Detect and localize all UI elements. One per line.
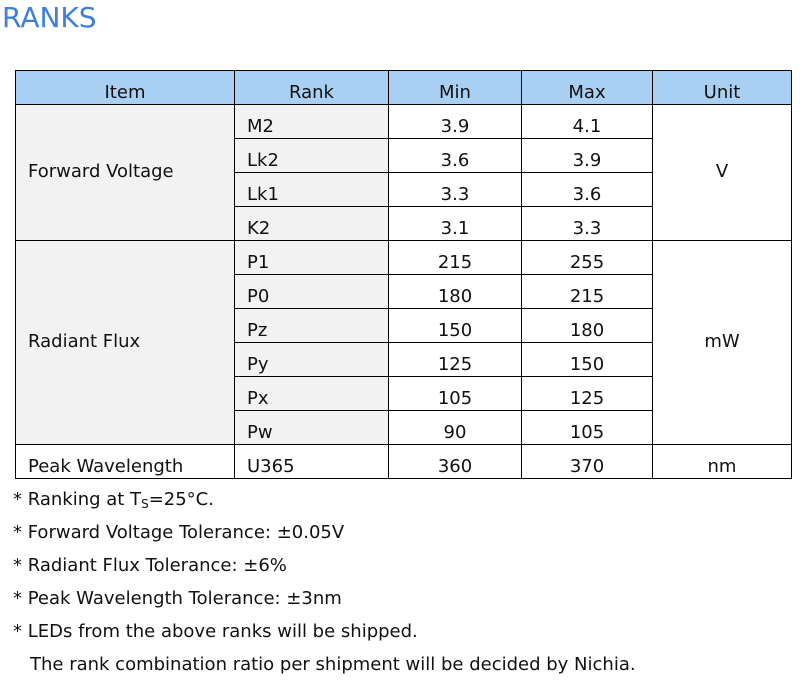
header-max: Max <box>522 71 653 105</box>
table-header-row <box>16 71 792 105</box>
item-peak-wavelength: Peak Wavelength <box>16 445 235 479</box>
min-cell: 360 <box>389 445 522 479</box>
item-forward-voltage: Forward Voltage <box>16 105 235 241</box>
max-cell: 255 <box>522 241 653 275</box>
max-cell: 125 <box>522 377 653 411</box>
note-ranking <box>13 483 636 516</box>
min-cell: 90 <box>389 411 522 445</box>
unit-radiant-flux: mW <box>653 241 792 445</box>
item-radiant-flux: Radiant Flux <box>16 241 235 445</box>
note-shipped: * LEDs from the above ranks will be shipped. <box>13 621 418 642</box>
min-cell: 3.1 <box>389 207 522 241</box>
rank-cell: K2 <box>235 207 389 241</box>
note-forward-voltage-tolerance: * Forward Voltage Tolerance: ±0.05V <box>13 522 345 543</box>
rank-cell: Lk1 <box>235 173 389 207</box>
rank-cell: P0 <box>235 275 389 309</box>
min-cell: 3.6 <box>389 139 522 173</box>
table-row <box>16 241 792 275</box>
min-cell: 3.3 <box>389 173 522 207</box>
rank-cell: Py <box>235 343 389 377</box>
note-peak-wavelength-tolerance: * Peak Wavelength Tolerance: ±3nm <box>13 588 342 609</box>
page-title: RANKS <box>2 1 97 34</box>
min-cell: 180 <box>389 275 522 309</box>
rank-cell: P1 <box>235 241 389 275</box>
min-cell: 3.9 <box>389 105 522 139</box>
table-row <box>16 445 792 479</box>
max-cell: 105 <box>522 411 653 445</box>
table-row <box>16 105 792 139</box>
min-cell: 125 <box>389 343 522 377</box>
header-min: Min <box>389 71 522 105</box>
rank-cell: Lk2 <box>235 139 389 173</box>
notes <box>13 483 636 681</box>
min-cell: 215 <box>389 241 522 275</box>
header-unit: Unit <box>653 71 792 105</box>
max-cell: 3.3 <box>522 207 653 241</box>
note-ranking-sub: S <box>141 497 149 511</box>
rank-cell: M2 <box>235 105 389 139</box>
rank-cell: Px <box>235 377 389 411</box>
header-item: Item <box>16 71 235 105</box>
max-cell: 4.1 <box>522 105 653 139</box>
unit-peak-wavelength: nm <box>653 445 792 479</box>
note-combination: The rank combination ratio per shipment will be decided by Nichia. <box>30 654 636 675</box>
rank-cell: U365 <box>235 445 389 479</box>
max-cell: 370 <box>522 445 653 479</box>
max-cell: 3.9 <box>522 139 653 173</box>
rank-cell: Pw <box>235 411 389 445</box>
max-cell: 215 <box>522 275 653 309</box>
max-cell: 180 <box>522 309 653 343</box>
min-cell: 105 <box>389 377 522 411</box>
note-ranking-suffix: =25°C. <box>148 489 214 510</box>
note-ranking-prefix: * Ranking at T <box>13 489 142 510</box>
max-cell: 150 <box>522 343 653 377</box>
rank-cell: Pz <box>235 309 389 343</box>
max-cell: 3.6 <box>522 173 653 207</box>
note-radiant-flux-tolerance: * Radiant Flux Tolerance: ±6% <box>13 555 287 576</box>
min-cell: 150 <box>389 309 522 343</box>
ranks-table <box>15 70 792 479</box>
unit-forward-voltage: V <box>653 105 792 241</box>
header-rank: Rank <box>235 71 389 105</box>
